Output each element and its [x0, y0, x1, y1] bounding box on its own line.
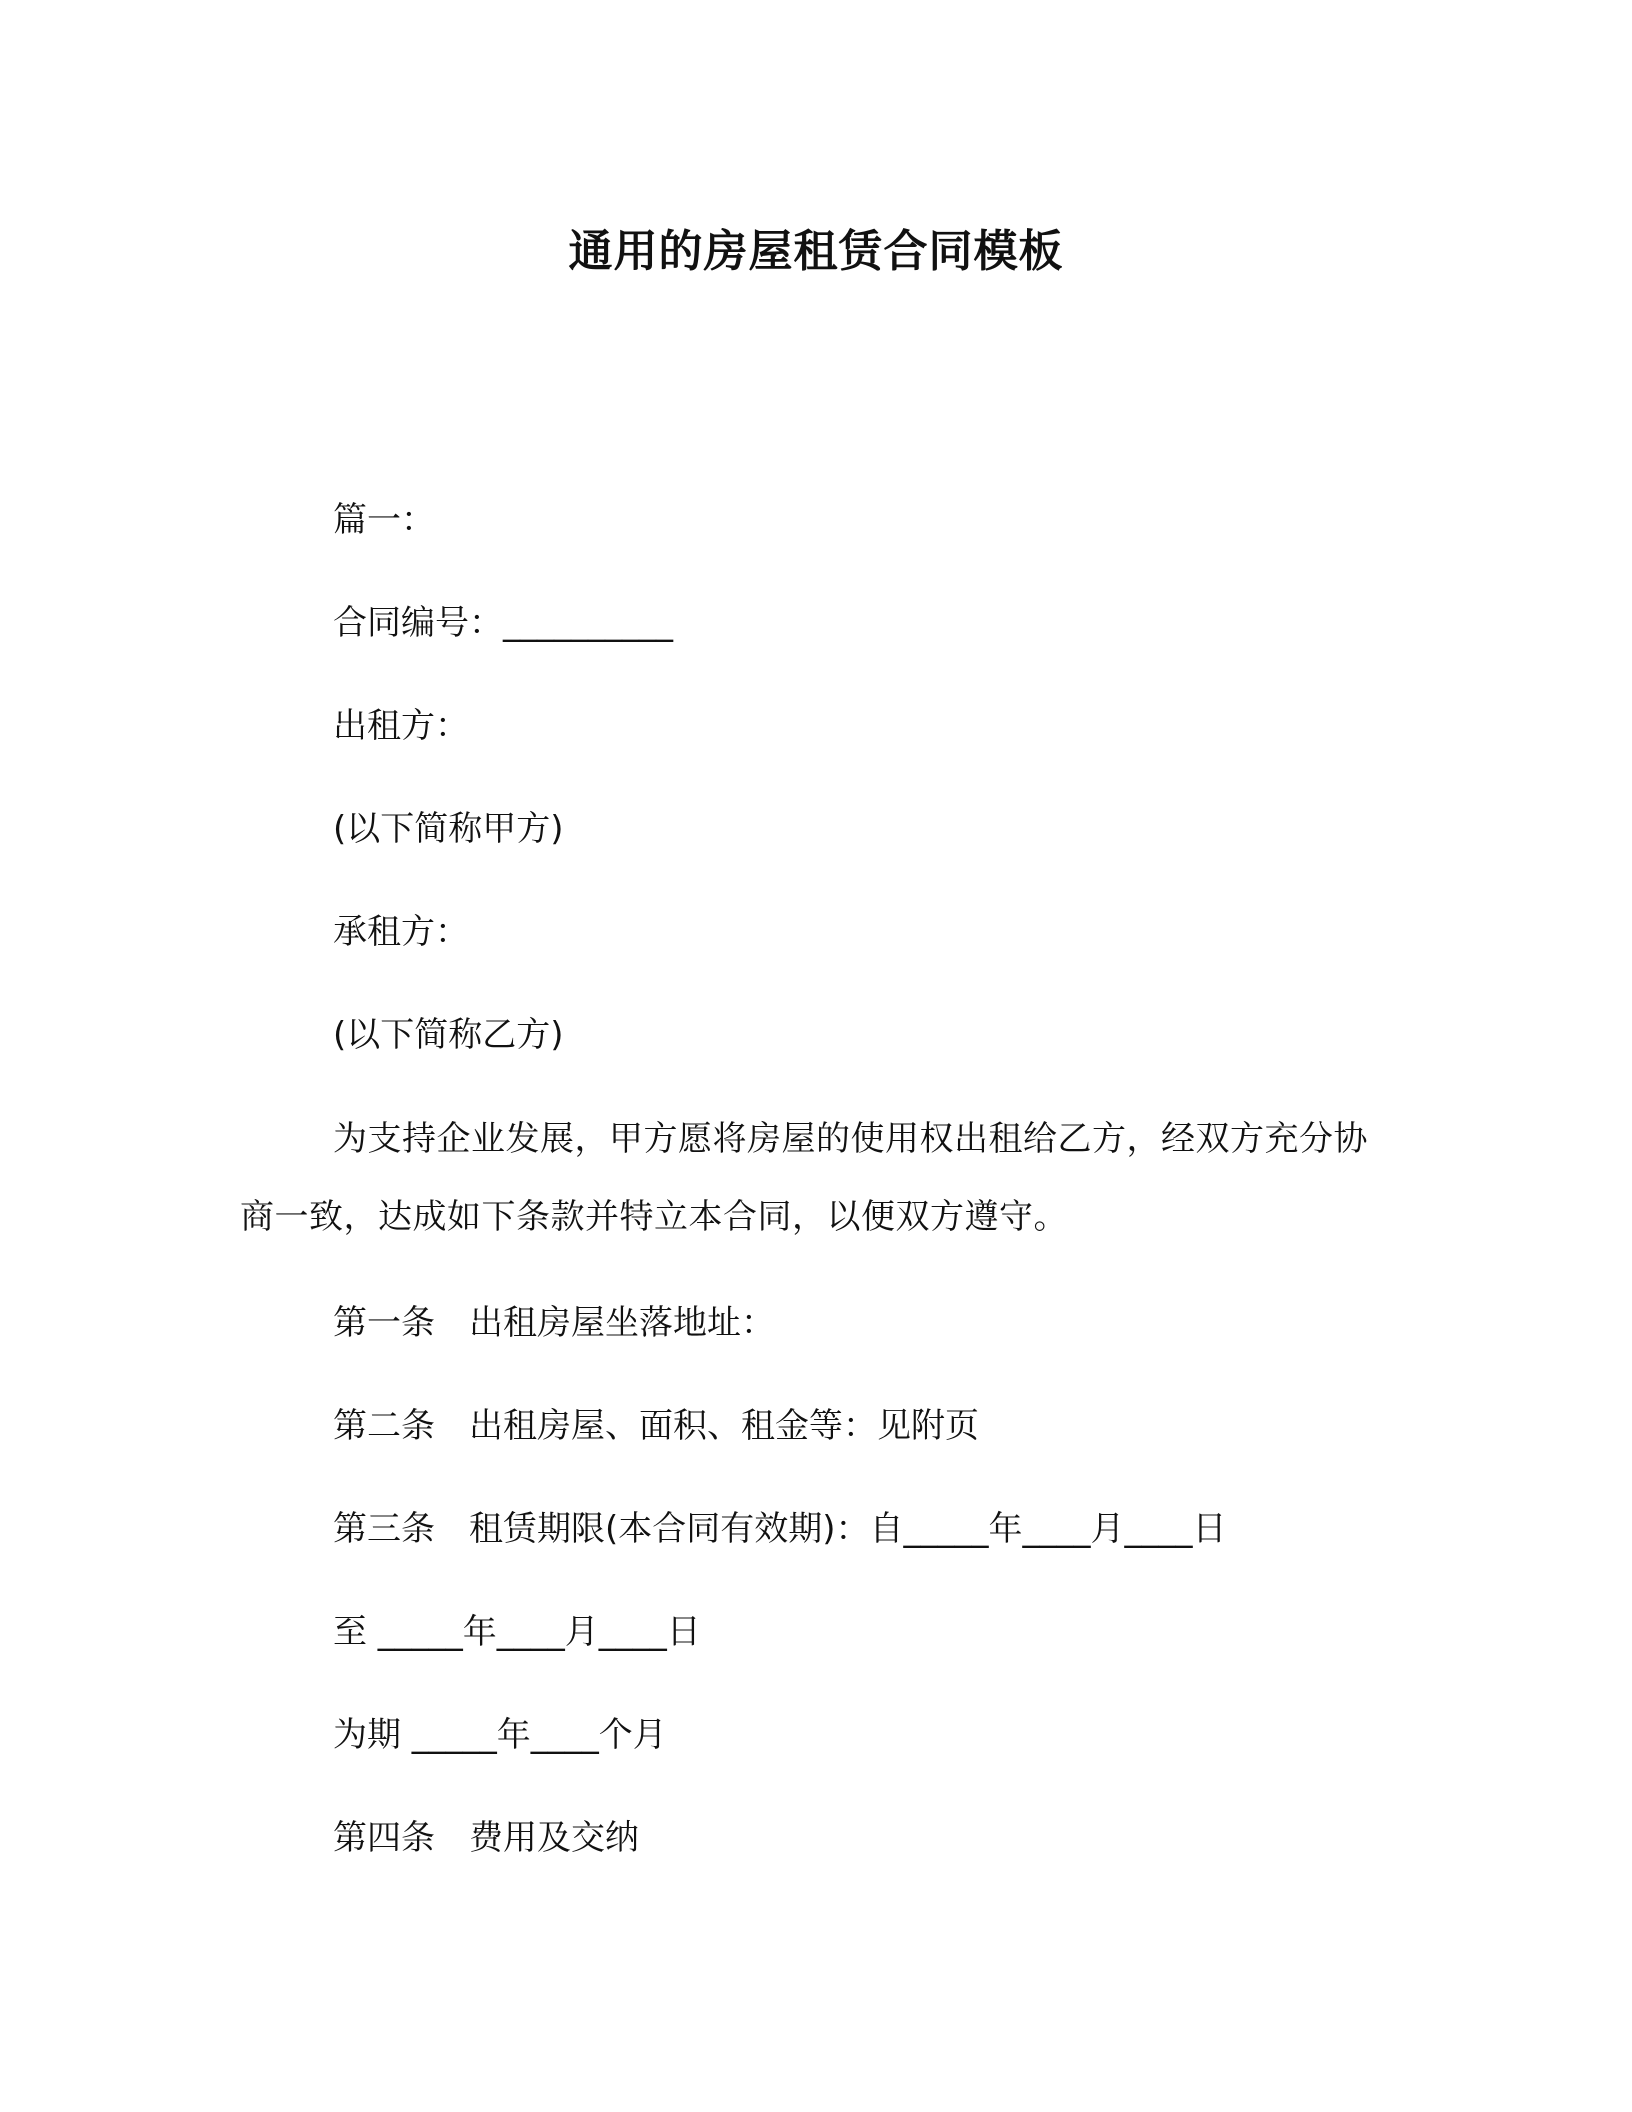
- article-3-end-date: 至 _____年____月____日: [333, 1612, 701, 1652]
- article-1: 第一条 出租房屋坐落地址：: [333, 1303, 775, 1343]
- lessor-alias-line: (以下简称甲方): [333, 809, 564, 849]
- article-2: 第二条 出租房屋、面积、租金等：见附页: [333, 1406, 979, 1446]
- lessee-alias-line: (以下简称乙方): [333, 1015, 564, 1055]
- article-4: 第四条 费用及交纳: [333, 1818, 639, 1858]
- document-title: 通用的房屋租赁合同模板: [568, 226, 1064, 277]
- section-label: 篇一：: [333, 500, 435, 540]
- lessee-line: 承租方：: [333, 912, 469, 952]
- lessor-line: 出租方：: [333, 706, 469, 746]
- article-3: 第三条 租赁期限(本合同有效期)：自_____年____月____日: [333, 1509, 1227, 1549]
- article-3-duration: 为期 _____年____个月: [333, 1715, 667, 1755]
- contract-number-line: 合同编号：__________: [333, 603, 673, 643]
- intro-paragraph: 为支持企业发展，甲方愿将房屋的使用权出租给乙方，经双方充分协商一致，达成如下条款并特立本合同，以便双方遵守。: [240, 1119, 1368, 1237]
